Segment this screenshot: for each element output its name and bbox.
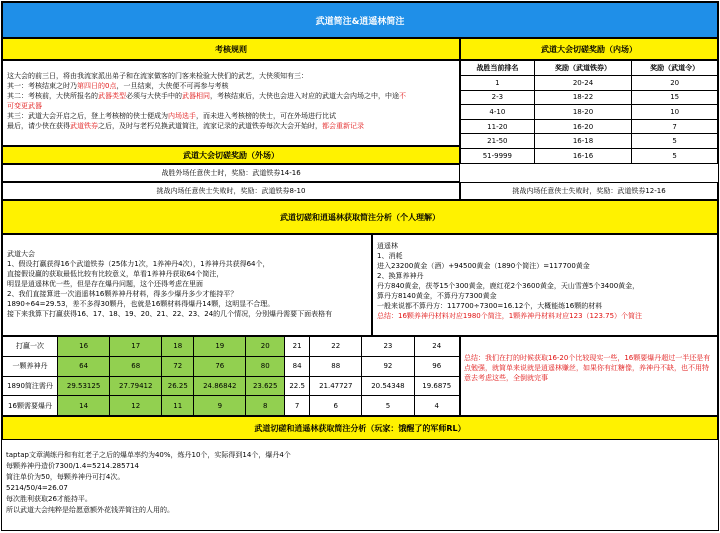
analysis-line: 逍遥林 [377,242,398,250]
inner-rewards-header: 武道大会切磋奖励（内场） [460,38,718,60]
table-cell: 9 [194,396,246,416]
spreadsheet [1,1,719,531]
table-row [3,337,460,357]
table-cell: 92 [362,356,414,376]
analysis-line: 1890÷64=29.53，差不多得30颗丹，也就是16颗材料得爆丹14颗，这明显不合理。 [7,300,275,308]
table-cell: 2-3 [461,90,535,105]
table-cell: 6 [310,396,362,416]
table-cell: 24 [414,337,460,357]
table-cell: 76 [194,356,246,376]
table-cell: 84 [285,356,310,376]
rules-line [7,101,455,111]
table-cell: 96 [414,356,460,376]
highlight-text: 武器相同 [182,92,210,100]
table-cell: 14 [58,396,110,416]
table-cell: 8 [246,396,285,416]
row-label: 一颗养神丹 [3,356,58,376]
table-cell: 19 [194,337,246,357]
analysis-line: 丹方840黄金，茯苓15个300黄金，鹿红花2个3600黄金，天山雪莲5个3400黄金， [377,282,640,290]
table-cell: 21.47727 [310,376,362,396]
outer-fail-note: 挑战内场任意侠士失败时，奖励：武道铁券8-10 [2,182,460,200]
sheet-title: 武道简注&逍遥林简注 [2,2,718,38]
table-cell: 23.625 [246,376,285,396]
rule-text: 必须与大侠手中的 [126,92,182,100]
highlight-text: 武器类型 [98,92,126,100]
table-cell: 29.53125 [58,376,110,396]
table-row [461,134,718,149]
analysis-line: 所以武道大会纯粹是给愿意额外花钱弄简注的人用的。 [6,506,174,514]
rules-line [7,111,455,121]
rule-text: 这大会的前三日，将由我流家派出弟子和在流家做客的门客来检验大侠们的武艺，大侠须知有三： [7,72,308,80]
analysis-line: 武道大会 [7,250,35,258]
table-cell: 18-22 [534,90,632,105]
table-cell: 4-10 [461,105,535,120]
table-cell: 20 [246,337,285,357]
analysis-line: 直接假设赢的获取最低比较有比较意义，单看1养神丹获取64个简注， [7,270,224,278]
rule-text: ，而未进入考核榜的侠士，可在外场进行比试 [196,112,336,120]
table-cell: 11 [162,396,194,416]
table-cell: 7 [632,119,718,134]
rules-line [7,121,455,131]
column-header: 战胜当前排名 [461,61,535,76]
analysis-line: 简注单价为50，每颗养神丹可打4次。 [6,473,125,481]
table-cell: 1 [461,76,535,91]
outer-rewards-header: 武道大会切磋奖励（外场） [2,146,460,164]
table-row [3,356,460,376]
rules-line [7,81,455,91]
table-cell: 88 [310,356,362,376]
table-cell: 22.5 [285,376,310,396]
outer-win-note: 战胜外场任意侠士时，奖励：武道铁券14-16 [2,164,460,182]
table-row [461,76,718,91]
highlight-text: 内场选手 [168,112,196,120]
rules-text [2,60,460,146]
table-cell: 22 [310,337,362,357]
analysis-line: 一般来说都不算丹方：117700÷7300=16.12个，大概能练16颗的材料 [377,302,603,310]
table-cell: 24.86842 [194,376,246,396]
highlight-text: 可变更武器 [7,102,42,110]
summary-line: 总结：16颗养神丹材料对应1980个简注，1颗养神丹材料对应123（123.75）个简注 [377,312,643,320]
rule-text: ，一旦结束，大侠便不可再参与考核 [116,82,229,90]
table-cell: 12 [110,396,162,416]
analysis1-header: 武道切磋和逍遥林获取简注分析（个人理解） [2,200,718,234]
rule-text: 其一：考核结束之时乃 [7,82,77,90]
table-row [461,105,718,120]
table-cell: 51-9999 [461,148,535,163]
rule-text: 之后，及时与老朽兑换武道简注，流家记录的武道铁券每次大会开始时， [98,122,322,130]
analysis-line: 1、假设打赢获得16个武道铁券（25体力1次，1养神丹4次），1养神丹共获得64个， [7,260,270,268]
analysis-line: 2、换算养神丹 [377,272,424,280]
analysis-line: taptap文章满练丹和有红老子之后的爆单率约为40%，炼丹10个，实际得到14个，爆丹4个 [6,451,291,459]
table-cell: 16 [58,337,110,357]
analysis1-right-text [372,234,718,336]
table-cell: 7 [285,396,310,416]
analysis-line: 2、我们直接算进一次逍遥林16颗养神丹材料，得多少爆丹多少才能持平？ [7,290,238,298]
row-label: 16颗需要爆丹 [3,396,58,416]
table-row [461,148,718,163]
analysis-line: 1、消耗 [377,252,403,260]
table-cell: 15 [632,90,718,105]
table-cell: 11-20 [461,119,535,134]
table-row [461,90,718,105]
highlight-text: 武道铁券 [70,122,98,130]
table-cell: 19.6875 [414,376,460,396]
analysis-line: 进入23200黄金（酒）+94500黄金（1890个简注）=117700黄金 [377,262,590,270]
table-cell: 5 [632,134,718,149]
analysis-line: 明显是逍遥林优一些，但是存在爆丹问题，这个还得考虑在里面 [7,280,203,288]
inner-rewards-table [460,60,718,164]
table-row [3,376,460,396]
analysis-line: 算丹方8140黄金，不算丹方7300黄金 [377,292,497,300]
table-cell: 20-24 [534,76,632,91]
table-cell: 5 [362,396,414,416]
table-row [461,119,718,134]
rule-text: ，考核结束后，大侠也会进入对应的武道大会内场之中，中途 [210,92,399,100]
column-header: 奖励（武道令） [632,61,718,76]
table-row [3,396,460,416]
highlight-text: 不 [399,92,406,100]
column-header: 奖励（武道铁券） [534,61,632,76]
table-cell: 21-50 [461,134,535,149]
table-cell: 16-16 [534,148,632,163]
table-cell: 16-20 [534,119,632,134]
analysis1-summary: 总结：我们在打的时候获取16-20个比较现实一些，16颗要爆丹超过一半还是有点勉强，就简单来说就是逍遥林赚丝，如果你有红糖像，养神丹不缺，也不用特意去考虑这些，全倒就完事 [460,336,718,416]
table-cell: 5 [632,148,718,163]
table-cell: 18 [162,337,194,357]
analysis-line: 每颗养神丹造价7300/1.4=5214.285714 [6,462,139,470]
highlight-text: 第四日的0点 [77,82,117,90]
analysis-line: 接下来我算下打赢获得16、17、18、19、20、21、22、23、24的几个情况，分别爆丹需要下面表格有 [7,310,333,318]
table-cell: 4 [414,396,460,416]
table-cell: 23 [362,337,414,357]
rules-line [7,71,455,81]
table-cell: 17 [110,337,162,357]
table-cell: 26.25 [162,376,194,396]
table-cell: 16-18 [534,134,632,149]
analysis-line: 5214/50/4=26.07 [6,484,68,492]
row-label: 1890简注需丹 [3,376,58,396]
table-cell: 20.54348 [362,376,414,396]
table-cell: 27.79412 [110,376,162,396]
analysis2-header: 武道切磋和逍遥林获取简注分析（玩家：饿醒了的军师RL） [2,416,718,440]
analysis1-table [2,336,460,416]
inner-fail-note: 挑战内场任意侠士失败时，奖励：武道铁券12-16 [460,182,718,200]
table-cell: 80 [246,356,285,376]
row-label: 打赢一次 [3,337,58,357]
table-cell: 64 [58,356,110,376]
rule-text: 其二：考核前，大侠所报名的 [7,92,98,100]
highlight-text: 都会重新记录 [322,122,364,130]
analysis2-text [2,440,718,530]
table-cell: 68 [110,356,162,376]
table-cell: 72 [162,356,194,376]
rules-header: 考核规则 [2,38,460,60]
analysis1-left-text [2,234,372,336]
analysis-line: 每次胜利获取26才能持平。 [6,495,92,503]
table-cell: 10 [632,105,718,120]
table-cell: 18-20 [534,105,632,120]
rules-line [7,91,455,101]
table-cell: 20 [632,76,718,91]
table-cell: 21 [285,337,310,357]
rule-text: 其三：武道大会开启之后，登上考核榜的侠士便成为 [7,112,168,120]
rule-text: 最后，请少侠在获得 [7,122,70,130]
